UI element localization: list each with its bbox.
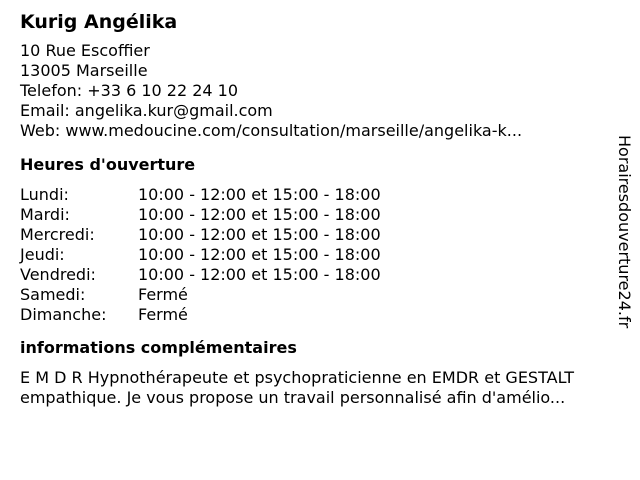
info-text bbox=[20, 368, 630, 408]
business-name: Kurig Angélika bbox=[20, 11, 178, 33]
hours-time: 10:00 - 12:00 et 15:00 - 18:00 bbox=[138, 245, 381, 264]
phone-text: Telefon: +33 6 10 22 24 10 bbox=[20, 81, 239, 100]
hours-row bbox=[20, 285, 620, 305]
info-title: informations complémentaires bbox=[20, 338, 297, 357]
hours-time: 10:00 - 12:00 et 15:00 - 18:00 bbox=[138, 265, 381, 284]
hours-row bbox=[20, 205, 620, 225]
hours-table bbox=[20, 185, 620, 325]
hours-time: Fermé bbox=[138, 285, 188, 304]
email-text: Email: angelika.kur@gmail.com bbox=[20, 101, 273, 120]
info-line: empathique. Je vous propose un travail personnalisé afin d'amélio... bbox=[20, 388, 566, 407]
hours-time: 10:00 - 12:00 et 15:00 - 18:00 bbox=[138, 225, 381, 244]
contact-block bbox=[20, 41, 620, 141]
business-card bbox=[20, 9, 620, 408]
hours-day: Mercredi: bbox=[20, 225, 95, 244]
address-street: 10 Rue Escoffier bbox=[20, 41, 150, 60]
hours-day: Lundi: bbox=[20, 185, 69, 204]
hours-day: Samedi: bbox=[20, 285, 86, 304]
hours-day: Vendredi: bbox=[20, 265, 96, 284]
hours-time: 10:00 - 12:00 et 15:00 - 18:00 bbox=[138, 185, 381, 204]
hours-day: Mardi: bbox=[20, 205, 70, 224]
info-line: E M D R Hypnothérapeute et psychopraticienne en EMDR et GESTALT bbox=[20, 368, 575, 387]
hours-title: Heures d'ouverture bbox=[20, 155, 196, 174]
hours-row bbox=[20, 185, 620, 205]
hours-time: 10:00 - 12:00 et 15:00 - 18:00 bbox=[138, 205, 381, 224]
hours-row bbox=[20, 245, 620, 265]
hours-row bbox=[20, 265, 620, 285]
hours-row bbox=[20, 305, 620, 325]
address-city: 13005 Marseille bbox=[20, 61, 148, 80]
hours-time: Fermé bbox=[138, 305, 188, 324]
site-watermark: Horairesdouverture24.fr bbox=[615, 135, 634, 329]
hours-day: Jeudi: bbox=[20, 245, 65, 264]
hours-row bbox=[20, 225, 620, 245]
web-text: Web: www.medoucine.com/consultation/marseille/angelika-k... bbox=[20, 121, 523, 140]
hours-day: Dimanche: bbox=[20, 305, 107, 324]
